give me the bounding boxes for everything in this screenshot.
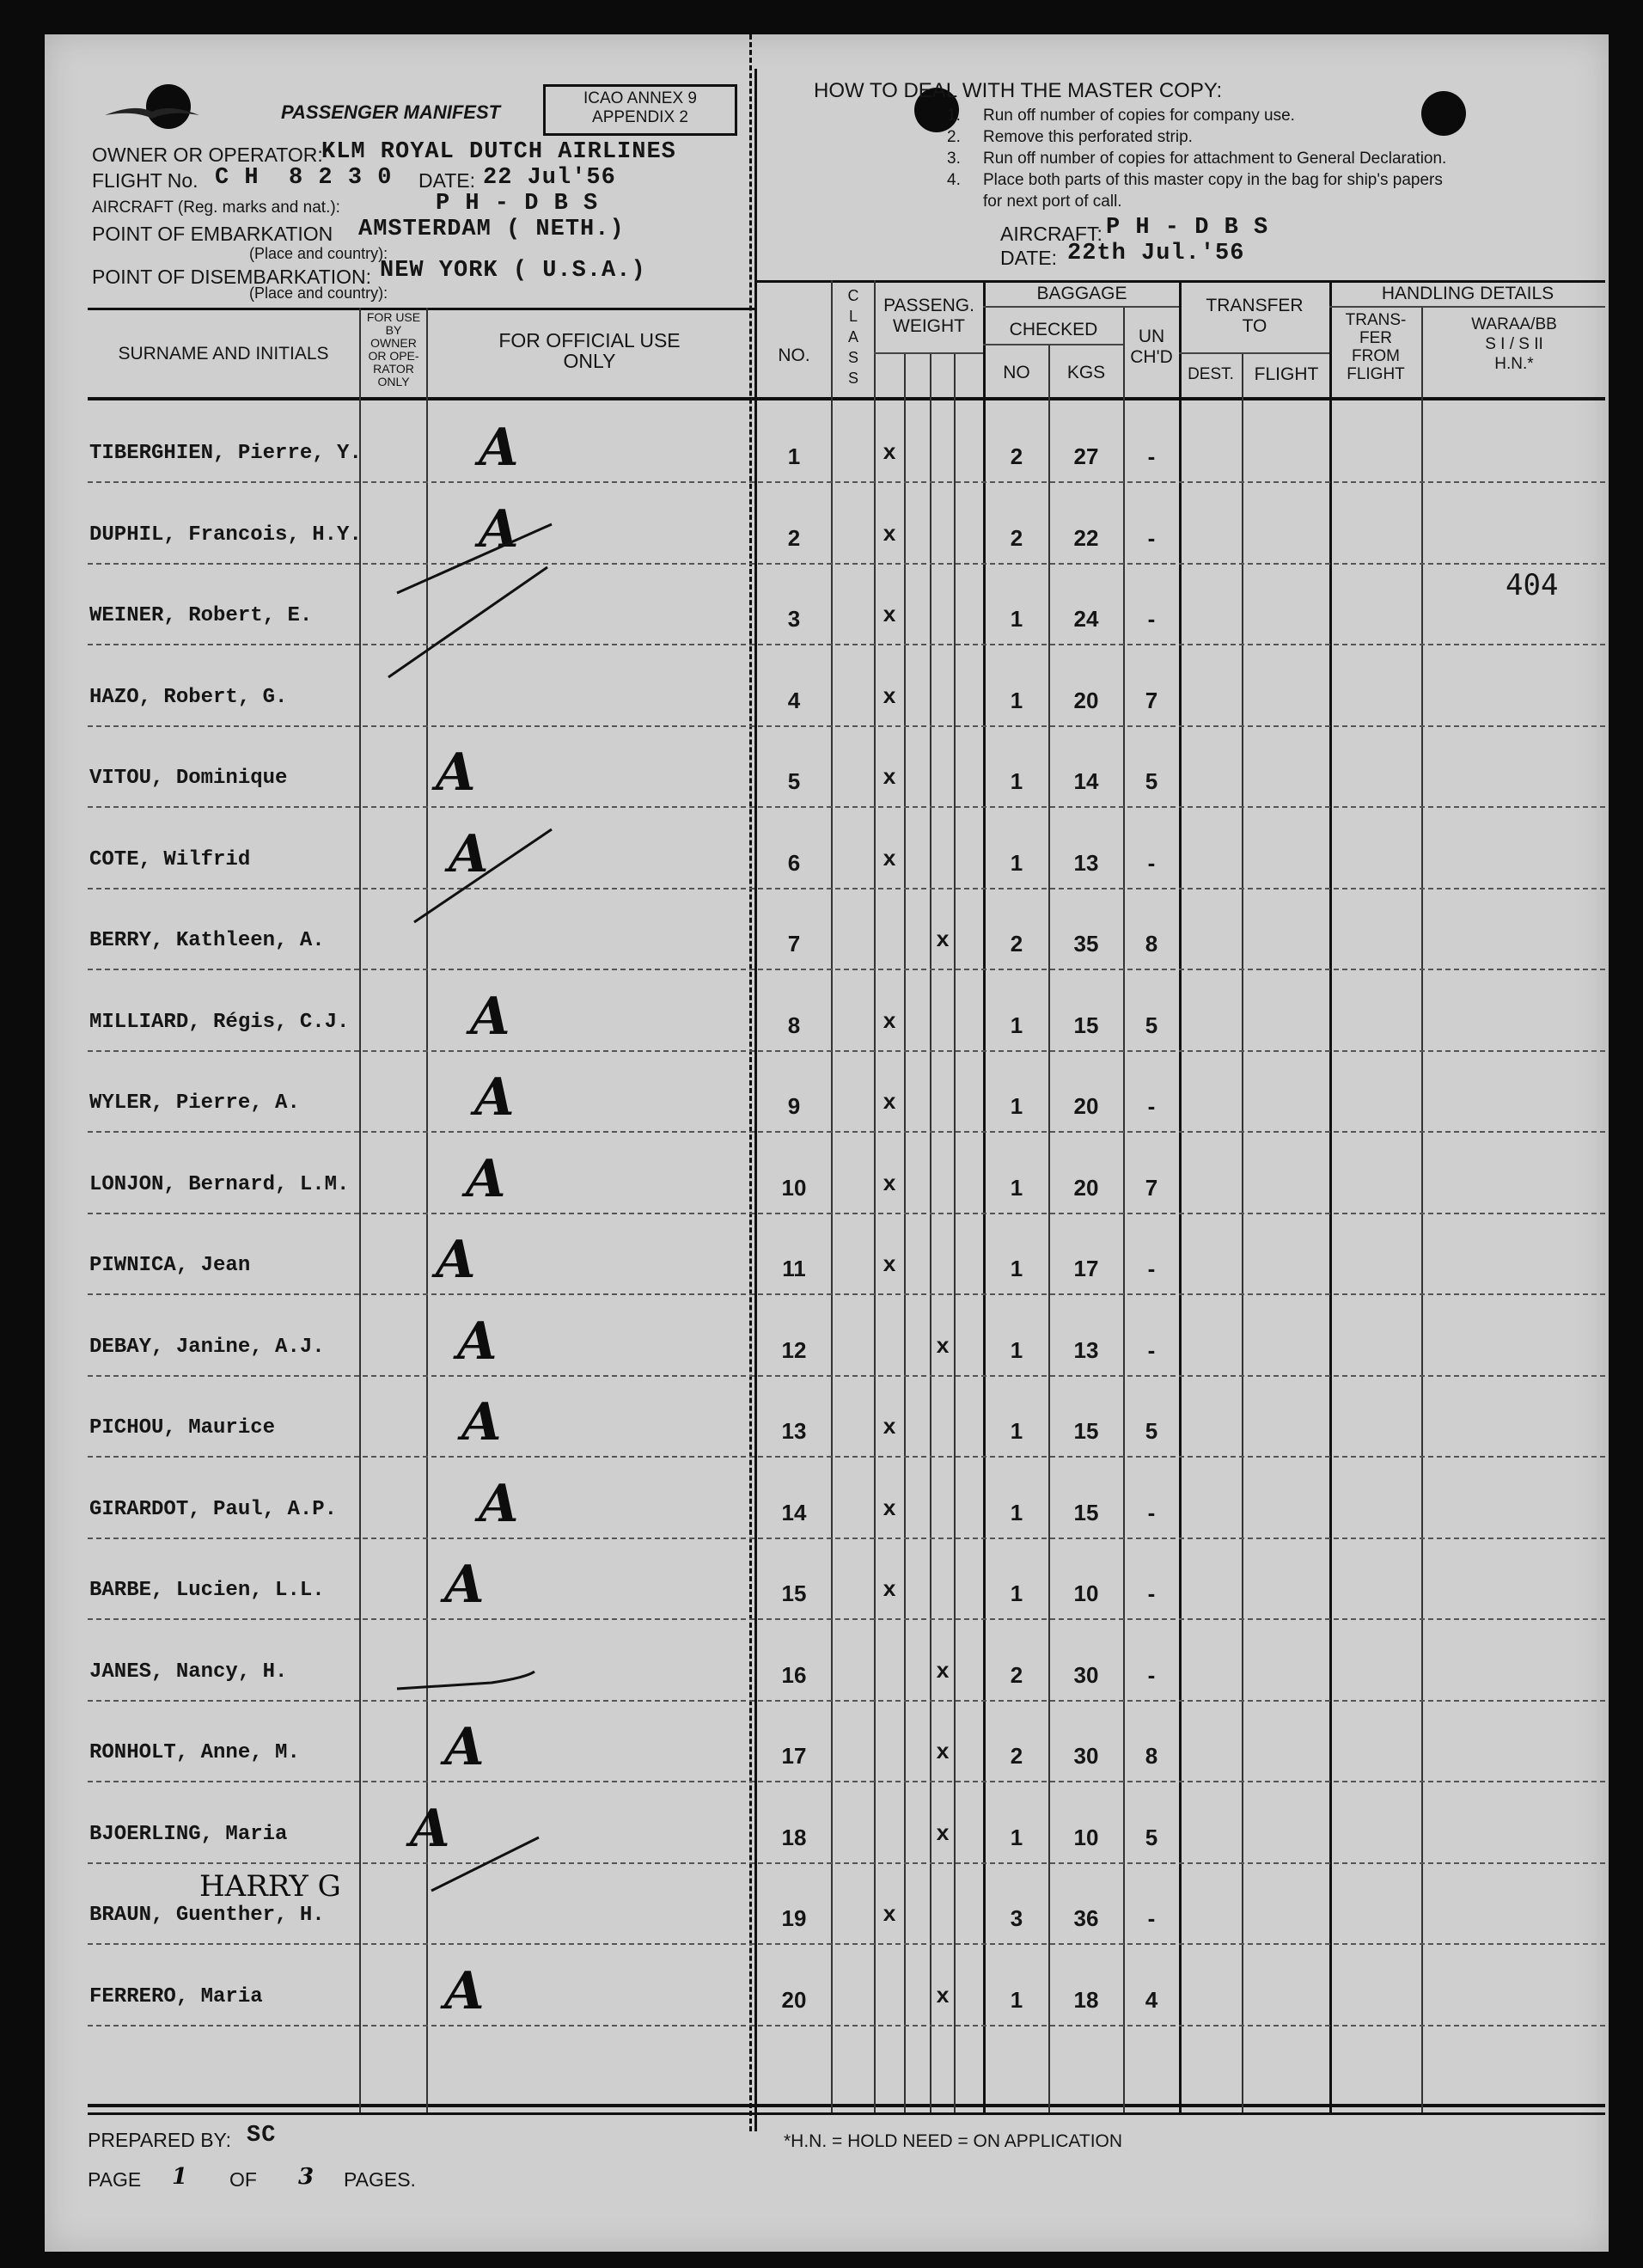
unchecked: - [1147, 1661, 1156, 1688]
weight-mark: x [883, 440, 896, 466]
prepared-value: SC [247, 2123, 277, 2149]
unchecked: - [1147, 443, 1156, 469]
handling-code: 404 [1506, 568, 1559, 602]
row-number: 16 [781, 1661, 807, 1688]
passenger-name: COTE, Wilfrid [89, 847, 251, 871]
bag-kgs: 13 [1073, 1336, 1099, 1363]
row-number: 10 [781, 1174, 807, 1201]
official-mark: A [470, 986, 510, 1047]
embarkation-value: AMSTERDAM ( NETH.) [358, 217, 625, 242]
passenger-name: RONHOLT, Anne, M. [89, 1741, 300, 1764]
official-mark: A [466, 1148, 506, 1209]
col-bag-no: NO [1003, 363, 1030, 382]
passenger-name: HAZO, Robert, G. [89, 685, 288, 709]
passenger-name: PICHOU, Maurice [89, 1416, 276, 1440]
weight-mark: x [883, 765, 896, 791]
unchecked: 5 [1145, 1824, 1158, 1850]
owner-value: KLM ROYAL DUTCH AIRLINES [321, 139, 676, 165]
passenger-name: VITOU, Dominique [89, 767, 288, 790]
bag-kgs: 15 [1073, 1499, 1099, 1525]
pages-label: PAGES. [344, 2168, 416, 2191]
bag-kgs: 30 [1073, 1661, 1099, 1688]
unchecked: 7 [1145, 1174, 1158, 1201]
page-number: 1 [172, 2164, 188, 2190]
bag-count: 1 [1010, 1418, 1023, 1444]
bag-kgs: 20 [1073, 1093, 1099, 1119]
weight-mark: x [936, 1739, 950, 1765]
col-kgs: KGS [1066, 363, 1106, 382]
instr-aircraft-label: AIRCRAFT: [1000, 223, 1102, 245]
hn-note: *H.N. = HOLD NEED = ON APPLICATION [784, 2131, 1123, 2151]
bag-count: 1 [1010, 1499, 1023, 1525]
weight-mark: x [936, 1983, 950, 2009]
col-official-use: FOR OFFICIAL USE ONLY [498, 329, 681, 372]
passenger-name: TIBERGHIEN, Pierre, Y. [89, 442, 362, 465]
unchecked: - [1147, 524, 1156, 551]
weight-mark: x [936, 1658, 950, 1684]
icao-box: ICAO ANNEX 9 APPENDIX 2 [543, 84, 737, 136]
page-label: PAGE [88, 2168, 142, 2191]
passenger-name: BARBE, Lucien, L.L. [89, 1579, 325, 1602]
passenger-name: FERRERO, Maria [89, 1984, 263, 2008]
unchecked: - [1147, 606, 1156, 632]
bag-kgs: 27 [1073, 443, 1099, 469]
official-mark: A [444, 1555, 485, 1615]
instr-date-label: DATE: [1000, 247, 1058, 269]
row-number: 2 [787, 524, 801, 551]
aircraft-value: P H - D B S [436, 191, 599, 217]
place-note: (Place and country): [249, 245, 388, 262]
unchecked: - [1147, 1256, 1156, 1281]
bag-kgs: 20 [1073, 1174, 1099, 1201]
bag-kgs: 13 [1073, 849, 1099, 876]
place-note-2: (Place and country): [249, 284, 388, 302]
bag-kgs: 14 [1073, 768, 1099, 794]
weight-mark: x [883, 602, 896, 628]
bag-kgs: 15 [1073, 1418, 1099, 1444]
bag-count: 2 [1010, 443, 1023, 469]
bag-count: 1 [1010, 768, 1023, 794]
col-surname: SURNAME AND INITIALS [118, 344, 329, 364]
row-number: 12 [781, 1336, 807, 1363]
bag-kgs: 10 [1073, 1580, 1099, 1606]
pen-strokes [45, 34, 1609, 2131]
col-flight: FLIGHT [1254, 364, 1319, 384]
instr-aircraft-value: P H - D B S [1106, 215, 1269, 241]
unchecked: 4 [1145, 1986, 1158, 2013]
date-value: 22 Jul'56 [483, 165, 616, 191]
bag-kgs: 30 [1073, 1743, 1099, 1769]
passenger-name: JANES, Nancy, H. [89, 1660, 288, 1684]
row-number: 6 [787, 849, 801, 876]
unchecked: 7 [1145, 687, 1158, 713]
row-number: 15 [781, 1580, 807, 1606]
weight-mark: x [883, 1252, 896, 1278]
instructions-list: 1. Run off number of copies for company use. 2. Remove this perforated strip. 3. Run off number of copies for attachment to General Declaration. 4. Place both parts of this master copy in the bag for ship's papers for next port of call. [947, 107, 1447, 211]
row-number: 14 [781, 1499, 807, 1525]
unchecked: - [1147, 1336, 1156, 1363]
passenger-name: WYLER, Pierre, A. [89, 1091, 300, 1115]
bag-kgs: 15 [1073, 1012, 1099, 1038]
weight-mark: x [883, 1090, 896, 1116]
bag-count: 1 [1010, 606, 1023, 632]
bag-count: 1 [1010, 1336, 1023, 1363]
bag-kgs: 17 [1073, 1256, 1099, 1281]
passenger-name: PIWNICA, Jean [89, 1254, 251, 1277]
row-number: 9 [787, 1093, 801, 1119]
bag-count: 1 [1010, 687, 1023, 713]
official-mark: A [479, 418, 519, 478]
bag-kgs: 35 [1073, 931, 1099, 957]
row-number: 3 [787, 606, 801, 632]
col-transfer: TRANSFER TO [1206, 296, 1304, 336]
unchecked: - [1147, 1499, 1156, 1525]
row-number: 7 [787, 931, 801, 957]
flight-value: C H 8 2 3 0 [215, 165, 393, 191]
col-waraa: WARAA/BB S I / S II H.N.* [1471, 315, 1557, 373]
owner-label: OWNER OR OPERATOR: [92, 144, 323, 166]
bag-count: 1 [1010, 849, 1023, 876]
unchecked: - [1147, 1580, 1156, 1606]
official-mark: A [457, 1311, 498, 1372]
manifest-title: PASSENGER MANIFEST [281, 101, 501, 123]
col-checked: CHECKED [1009, 320, 1098, 339]
bag-kgs: 10 [1073, 1824, 1099, 1850]
passenger-name: DEBAY, Janine, A.J. [89, 1335, 325, 1359]
unchecked: - [1147, 1905, 1156, 1931]
row-number: 20 [781, 1986, 807, 2013]
instr-date-value: 22th Jul.'56 [1067, 241, 1245, 266]
bag-kgs: 18 [1073, 1986, 1099, 2013]
instructions-title: HOW TO DEAL WITH THE MASTER COPY: [814, 79, 1223, 102]
embarkation-label: POINT OF EMBARKATION [92, 223, 333, 245]
bag-count: 1 [1010, 1174, 1023, 1201]
col-no: NO. [778, 345, 810, 365]
weight-mark: x [936, 1333, 950, 1360]
row-number: 8 [787, 1012, 801, 1038]
weight-mark: x [883, 1171, 896, 1197]
bag-count: 1 [1010, 1580, 1023, 1606]
disembarkation-label: POINT OF DISEMBARKATION: [92, 266, 372, 288]
passenger-name: DUPHIL, Francois, H.Y. [89, 523, 362, 547]
official-mark: A [474, 1067, 515, 1128]
weight-mark: x [883, 1902, 896, 1928]
passenger-name: GIRARDOT, Paul, A.P. [89, 1497, 338, 1521]
of-label: OF [229, 2168, 257, 2191]
official-mark: A [449, 823, 489, 884]
col-owner-use: FOR USE BY OWNER OR OPE- RATOR ONLY [366, 310, 421, 388]
weight-mark: x [883, 846, 896, 872]
passenger-name: BJOERLING, Maria [89, 1822, 288, 1846]
weight-mark: x [883, 1008, 896, 1035]
official-mark: A [444, 1960, 485, 2021]
row-number: 5 [787, 768, 801, 794]
bag-count: 2 [1010, 1743, 1023, 1769]
col-passeng-weight: PASSENG. WEIGHT [883, 296, 974, 336]
handwritten-note: HARRY G [199, 1869, 341, 1904]
official-mark: A [436, 743, 476, 803]
official-mark: A [461, 1392, 502, 1452]
bag-count: 2 [1010, 931, 1023, 957]
bag-kgs: 22 [1073, 524, 1099, 551]
bag-count: 1 [1010, 1093, 1023, 1119]
col-trans-from: TRANS- FER FROM FLIGHT [1345, 311, 1407, 383]
unchecked: - [1147, 849, 1156, 876]
bag-kgs: 36 [1073, 1905, 1099, 1931]
row-number: 18 [781, 1824, 807, 1850]
bag-count: 2 [1010, 524, 1023, 551]
bag-count: 3 [1010, 1905, 1023, 1931]
col-class: C L A S S [847, 287, 859, 387]
weight-mark: x [883, 683, 896, 710]
official-mark: A [479, 498, 519, 559]
unchecked: 5 [1145, 768, 1158, 794]
weight-mark: x [936, 927, 950, 953]
weight-mark: x [883, 1415, 896, 1440]
row-number: 17 [781, 1743, 807, 1769]
col-unchd: UN CH'D [1130, 327, 1173, 367]
bag-kgs: 20 [1073, 687, 1099, 713]
official-mark: A [436, 1230, 476, 1290]
passenger-name: MILLIARD, Régis, C.J. [89, 1010, 350, 1034]
weight-mark: x [883, 1577, 896, 1603]
col-handling: HANDLING DETAILS [1381, 284, 1554, 303]
passenger-name: BERRY, Kathleen, A. [89, 929, 325, 952]
bag-count: 2 [1010, 1661, 1023, 1688]
disembarkation-value: NEW YORK ( U.S.A.) [380, 258, 646, 284]
passenger-name: WEINER, Robert, E. [89, 604, 313, 627]
bag-count: 1 [1010, 1012, 1023, 1038]
passenger-name: BRAUN, Guenther, H. [89, 1904, 325, 1927]
official-mark: A [479, 1473, 519, 1534]
row-number: 1 [787, 443, 801, 469]
official-mark: A [410, 1798, 450, 1859]
col-baggage: BAGGAGE [1036, 284, 1127, 303]
page-total: 3 [298, 2164, 315, 2190]
unchecked: 8 [1145, 1743, 1158, 1769]
prepared-label: PREPARED BY: [88, 2129, 232, 2151]
weight-mark: x [883, 1495, 896, 1522]
unchecked: 5 [1145, 1418, 1158, 1444]
date-label: DATE: [418, 169, 476, 192]
unchecked: 5 [1145, 1012, 1158, 1038]
bag-kgs: 24 [1073, 606, 1099, 632]
aircraft-label: AIRCRAFT (Reg. marks and nat.): [92, 199, 340, 217]
row-number: 4 [787, 687, 801, 713]
passenger-name: LONJON, Bernard, L.M. [89, 1172, 350, 1196]
bag-count: 1 [1010, 1256, 1023, 1281]
weight-mark: x [883, 521, 896, 547]
weight-mark: x [936, 1820, 950, 1847]
manifest-sheet [45, 34, 1609, 2252]
bag-count: 1 [1010, 1986, 1023, 2013]
bag-count: 1 [1010, 1824, 1023, 1850]
flight-label: FLIGHT No. [92, 169, 199, 192]
official-mark: A [444, 1717, 485, 1777]
row-number: 11 [782, 1256, 806, 1281]
col-dest: DEST. [1188, 365, 1234, 383]
unchecked: 8 [1145, 931, 1158, 957]
row-number: 13 [781, 1418, 807, 1444]
unchecked: - [1147, 1093, 1156, 1119]
row-number: 19 [781, 1905, 807, 1931]
